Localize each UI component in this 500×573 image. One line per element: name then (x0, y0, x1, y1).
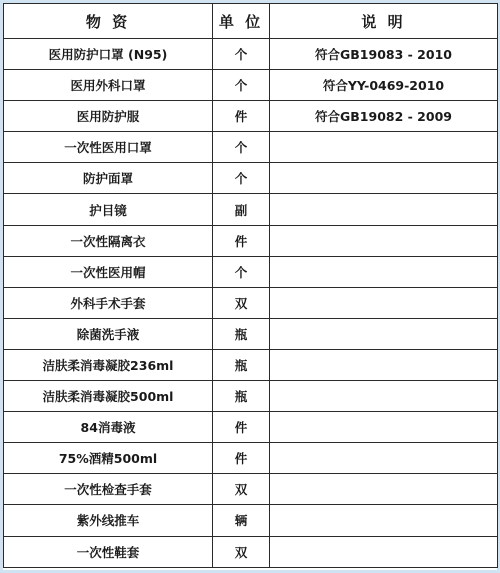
cell-item: 75%酒精500ml (4, 443, 213, 474)
table-row (4, 256, 498, 287)
cell-note (270, 194, 498, 225)
cell-note (270, 505, 498, 536)
cell-note (270, 474, 498, 505)
table-row (4, 163, 498, 194)
header-unit: 单 位 (213, 4, 270, 39)
cell-unit: 双 (213, 536, 270, 567)
table-row (4, 443, 498, 474)
cell-unit: 件 (213, 101, 270, 132)
cell-note (270, 536, 498, 567)
cell-note (270, 381, 498, 412)
cell-note (270, 443, 498, 474)
table-row (4, 132, 498, 163)
cell-unit: 辆 (213, 505, 270, 536)
cell-item: 一次性鞋套 (4, 536, 213, 567)
cell-unit: 瓶 (213, 349, 270, 380)
table-row (4, 318, 498, 349)
cell-item: 医用防护口罩 (N95) (4, 39, 213, 70)
cell-note: 符合GB19083 - 2010 (270, 39, 498, 70)
table-row (4, 101, 498, 132)
table-row (4, 194, 498, 225)
cell-unit: 双 (213, 474, 270, 505)
table-header-row (4, 4, 498, 39)
supplies-table (3, 3, 498, 568)
cell-item: 洁肤柔消毒凝胶500ml (4, 381, 213, 412)
cell-note (270, 163, 498, 194)
table-row (4, 505, 498, 536)
cell-note (270, 256, 498, 287)
cell-item: 一次性医用帽 (4, 256, 213, 287)
cell-unit: 件 (213, 412, 270, 443)
header-item: 物 资 (4, 4, 213, 39)
cell-unit: 个 (213, 132, 270, 163)
table-body (4, 39, 498, 568)
cell-item: 医用外科口罩 (4, 70, 213, 101)
cell-item: 一次性检查手套 (4, 474, 213, 505)
cell-unit: 个 (213, 70, 270, 101)
cell-item: 防护面罩 (4, 163, 213, 194)
table-row (4, 39, 498, 70)
cell-item: 护目镜 (4, 194, 213, 225)
table-row (4, 381, 498, 412)
cell-unit: 个 (213, 39, 270, 70)
cell-note (270, 318, 498, 349)
cell-unit: 件 (213, 225, 270, 256)
header-note: 说 明 (270, 4, 498, 39)
cell-note (270, 225, 498, 256)
cell-unit: 副 (213, 194, 270, 225)
table-row (4, 536, 498, 567)
cell-item: 外科手术手套 (4, 287, 213, 318)
cell-note (270, 349, 498, 380)
document-frame (3, 3, 497, 570)
table-row (4, 225, 498, 256)
cell-unit: 双 (213, 287, 270, 318)
cell-note (270, 287, 498, 318)
cell-unit: 瓶 (213, 318, 270, 349)
table-row (4, 474, 498, 505)
table-row (4, 70, 498, 101)
cell-note (270, 132, 498, 163)
cell-unit: 个 (213, 256, 270, 287)
cell-item: 一次性医用口罩 (4, 132, 213, 163)
table-row (4, 287, 498, 318)
table-row (4, 412, 498, 443)
cell-note (270, 412, 498, 443)
cell-note: 符合GB19082 - 2009 (270, 101, 498, 132)
cell-item: 一次性隔离衣 (4, 225, 213, 256)
cell-unit: 个 (213, 163, 270, 194)
cell-note: 符合YY-0469-2010 (270, 70, 498, 101)
cell-item: 紫外线推车 (4, 505, 213, 536)
cell-unit: 件 (213, 443, 270, 474)
cell-item: 84消毒液 (4, 412, 213, 443)
table-row (4, 349, 498, 380)
cell-unit: 瓶 (213, 381, 270, 412)
cell-item: 洁肤柔消毒凝胶236ml (4, 349, 213, 380)
cell-item: 医用防护服 (4, 101, 213, 132)
cell-item: 除菌洗手液 (4, 318, 213, 349)
